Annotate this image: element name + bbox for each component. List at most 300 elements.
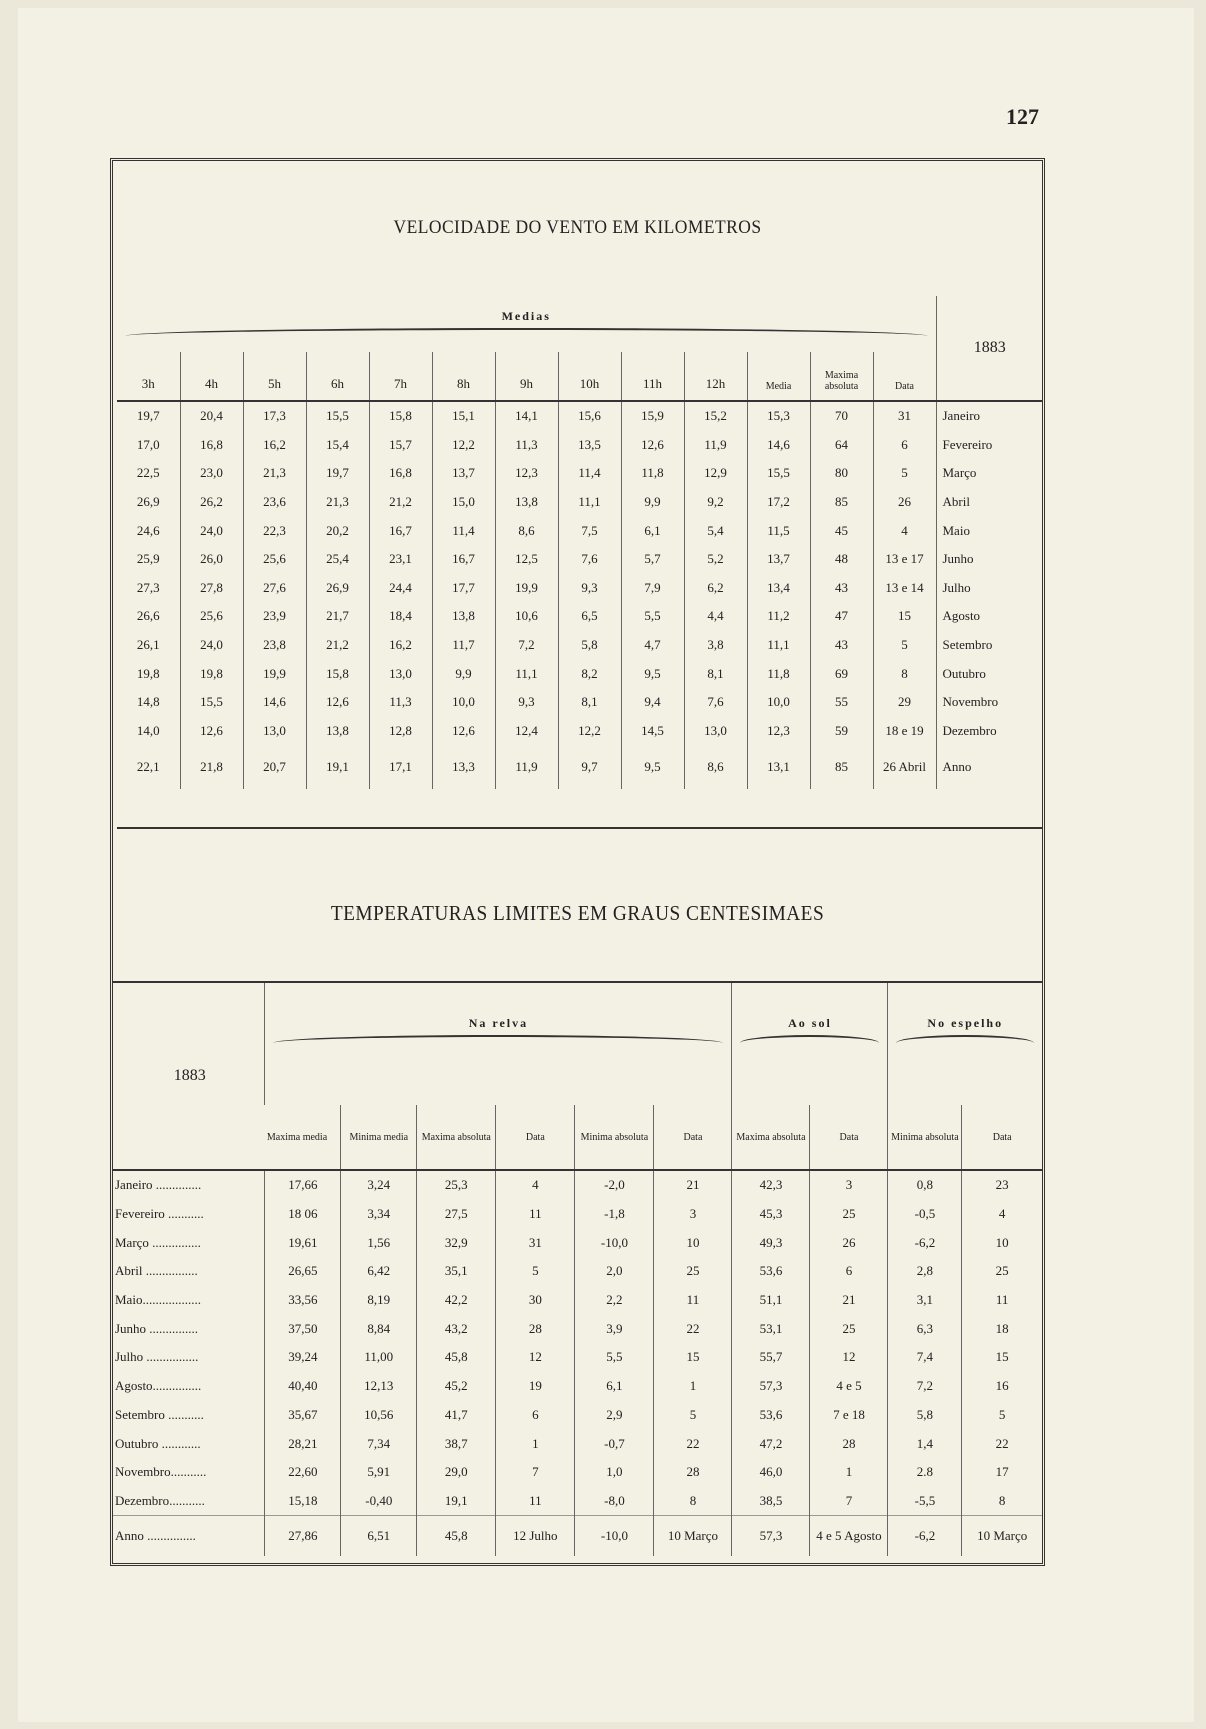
temp-month-label: Anno ...............	[115, 1528, 196, 1543]
temp-col-header: Data	[962, 1105, 1042, 1170]
wind-cell: 85	[810, 745, 873, 789]
wind-cell: 23,0	[180, 459, 243, 488]
temp-cell: 7,34	[341, 1429, 417, 1458]
wind-cell: 80	[810, 459, 873, 488]
wind-cell: 8,6	[684, 745, 747, 789]
wind-cell: 13,7	[432, 459, 495, 488]
wind-cell: 9,9	[432, 659, 495, 688]
wind-year-label: 1883	[936, 296, 1043, 401]
temp-cell: 5	[496, 1257, 575, 1286]
wind-col-header: 5h	[243, 352, 306, 401]
wind-cell: 15,9	[621, 401, 684, 431]
temp-cell: 25,3	[417, 1170, 496, 1200]
temp-cell: 6,1	[575, 1372, 654, 1401]
wind-row	[117, 659, 1043, 688]
wind-cell: 15,7	[369, 431, 432, 460]
temp-cell: 18	[962, 1314, 1042, 1343]
wind-cell: 14,6	[747, 431, 810, 460]
wind-table	[117, 296, 1043, 789]
wind-cell: 8,1	[558, 688, 621, 717]
wind-cell: 13,0	[243, 717, 306, 746]
temp-cell: 26	[810, 1228, 888, 1257]
wind-cell: 11,7	[432, 631, 495, 660]
wind-cell: 16,2	[243, 431, 306, 460]
temp-month-label: Março ...............	[115, 1234, 201, 1250]
temp-cell: 10 Março	[962, 1516, 1042, 1556]
wind-cell: 64	[810, 431, 873, 460]
temp-cell: 7	[810, 1487, 888, 1516]
temp-cell: 15,18	[265, 1487, 341, 1516]
temp-cell: 1,0	[575, 1458, 654, 1487]
wind-cell: 59	[810, 717, 873, 746]
temp-table-title: TEMPERATURAS LIMITES EM GRAUS CENTESIMAES	[330, 901, 825, 925]
temp-cell: 1,56	[341, 1228, 417, 1257]
temp-cell: -0,7	[575, 1429, 654, 1458]
temp-cell: 10	[962, 1228, 1042, 1257]
wind-row	[117, 516, 1043, 545]
temp-col-header: Data	[496, 1105, 575, 1170]
temp-cell: 2,9	[575, 1401, 654, 1430]
temp-cell: 27,86	[265, 1516, 341, 1556]
wind-cell: 43	[810, 631, 873, 660]
temp-cell: 53,6	[732, 1257, 810, 1286]
wind-cell: 17,2	[747, 488, 810, 517]
temp-cell: 4 e 5 Agosto	[810, 1516, 888, 1556]
wind-cell: 55	[810, 688, 873, 717]
wind-row	[117, 401, 1043, 431]
temp-cell: 53,1	[732, 1314, 810, 1343]
temp-cell: 8	[962, 1487, 1042, 1516]
wind-cell: 43	[810, 574, 873, 603]
wind-cell: 12,8	[369, 717, 432, 746]
wind-cell: 9,7	[558, 745, 621, 789]
temp-cell: 3,9	[575, 1314, 654, 1343]
temp-cell: 0,8	[888, 1170, 962, 1200]
wind-group-label: Medias	[501, 309, 551, 323]
temp-group-na-relva: Na relva	[265, 982, 732, 1105]
wind-cell: 10,6	[495, 602, 558, 631]
wind-cell: 11,4	[432, 516, 495, 545]
wind-cell: 5,2	[684, 545, 747, 574]
wind-cell: 12,3	[747, 717, 810, 746]
temp-row	[113, 1228, 1042, 1257]
temp-cell: 3	[654, 1200, 732, 1229]
temp-row	[113, 1372, 1042, 1401]
temp-cell: 2.8	[888, 1458, 962, 1487]
temp-cell: 28,21	[265, 1429, 341, 1458]
temp-cell: 25	[654, 1257, 732, 1286]
wind-cell: 15,5	[747, 459, 810, 488]
temp-cell: 12	[810, 1343, 888, 1372]
temp-cell: 23	[962, 1170, 1042, 1200]
temp-cell: 5,8	[888, 1401, 962, 1430]
wind-cell: 21,7	[306, 602, 369, 631]
wind-cell: 10,0	[747, 688, 810, 717]
temp-cell: 53,6	[732, 1401, 810, 1430]
temp-cell: 41,7	[417, 1401, 496, 1430]
temp-cell: 43,2	[417, 1314, 496, 1343]
temp-month-label: Novembro...........	[115, 1464, 207, 1480]
temp-cell: 39,24	[265, 1343, 341, 1372]
temp-cell: 21	[810, 1286, 888, 1315]
temp-cell: 19	[496, 1372, 575, 1401]
wind-cell: 10,0	[432, 688, 495, 717]
temp-cell: 18 06	[265, 1200, 341, 1229]
temp-cell: 33,56	[265, 1286, 341, 1315]
wind-cell: 23,6	[243, 488, 306, 517]
temp-month-label: Agosto...............	[115, 1378, 202, 1394]
wind-cell: 8	[873, 659, 936, 688]
wind-cell: 16,8	[369, 459, 432, 488]
wind-cell: 20,2	[306, 516, 369, 545]
temp-col-header: Maxima absoluta	[732, 1105, 810, 1170]
temp-row	[113, 1343, 1042, 1372]
temp-cell: 12 Julho	[496, 1516, 575, 1556]
temp-cell: 6,51	[341, 1516, 417, 1556]
temp-cell: 4	[496, 1170, 575, 1200]
tables-frame	[110, 158, 1045, 1566]
wind-cell: 14,6	[243, 688, 306, 717]
wind-cell: 12,3	[495, 459, 558, 488]
wind-cell: 13,4	[747, 574, 810, 603]
wind-cell: 21,2	[369, 488, 432, 517]
wind-cell: 11,3	[495, 431, 558, 460]
temp-cell: 15	[962, 1343, 1042, 1372]
wind-cell: 9,4	[621, 688, 684, 717]
wind-cell: 9,9	[621, 488, 684, 517]
wind-cell: 13,3	[432, 745, 495, 789]
wind-row	[117, 574, 1043, 603]
wind-cell: 85	[810, 488, 873, 517]
wind-cell: 4,4	[684, 602, 747, 631]
wind-cell: 14,0	[136, 722, 160, 738]
wind-cell: 5,4	[684, 516, 747, 545]
temp-cell: 16	[962, 1372, 1042, 1401]
temp-cell: 45,8	[417, 1516, 496, 1556]
wind-cell: 13,1	[747, 745, 810, 789]
wind-cell: 26	[873, 488, 936, 517]
temp-cell: 10 Março	[654, 1516, 732, 1556]
wind-cell: 11,1	[495, 659, 558, 688]
wind-cell: 22,1	[136, 759, 160, 775]
wind-cell: 25,4	[306, 545, 369, 574]
wind-row	[117, 545, 1043, 574]
temp-cell: 45,8	[417, 1343, 496, 1372]
wind-row	[117, 459, 1043, 488]
wind-column-headers	[117, 352, 1043, 401]
temp-row	[113, 1286, 1042, 1315]
wind-cell: 9,3	[558, 574, 621, 603]
wind-cell: 15	[873, 602, 936, 631]
temp-cell: 26,65	[265, 1257, 341, 1286]
temp-cell: 8,84	[341, 1314, 417, 1343]
temp-row	[113, 1401, 1042, 1430]
temp-cell: 11	[962, 1286, 1042, 1315]
wind-cell: 3,8	[684, 631, 747, 660]
wind-cell: 11,3	[369, 688, 432, 717]
wind-month-label: Maio	[936, 516, 1043, 545]
temp-cell: 21	[654, 1170, 732, 1200]
temp-month-label: Outubro ............	[115, 1435, 201, 1451]
temp-cell: -10,0	[575, 1516, 654, 1556]
wind-cell: 9,5	[621, 745, 684, 789]
wind-cell: 70	[810, 401, 873, 431]
temp-cell: 4 e 5	[810, 1372, 888, 1401]
temp-row	[113, 1429, 1042, 1458]
temp-row	[113, 1458, 1042, 1487]
temp-cell: 37,50	[265, 1314, 341, 1343]
temp-cell: -10,0	[575, 1228, 654, 1257]
wind-cell: 11,2	[747, 602, 810, 631]
temp-row	[113, 1200, 1042, 1229]
wind-cell: 11,4	[558, 459, 621, 488]
wind-cell: 11,1	[558, 488, 621, 517]
temp-cell: 3,34	[341, 1200, 417, 1229]
temp-cell: -0,5	[888, 1200, 962, 1229]
wind-cell: 26,1	[136, 637, 160, 653]
temp-body	[113, 1170, 1042, 1556]
temp-cell: 10	[654, 1228, 732, 1257]
wind-cell: 19,9	[495, 574, 558, 603]
wind-month-label: Setembro	[936, 631, 1043, 660]
wind-cell: 16,7	[369, 516, 432, 545]
wind-cell: 15,8	[306, 659, 369, 688]
wind-cell: 5,5	[621, 602, 684, 631]
temp-cell: 28	[654, 1458, 732, 1487]
wind-cell: 12,6	[306, 688, 369, 717]
wind-col-header: 3h	[141, 376, 155, 391]
temp-cell: 47,2	[732, 1429, 810, 1458]
temp-cell: 12	[496, 1343, 575, 1372]
temp-month-label: Abril ................	[115, 1263, 198, 1279]
wind-col-header: 9h	[495, 352, 558, 401]
temp-cell: 7,4	[888, 1343, 962, 1372]
temp-cell: 28	[810, 1429, 888, 1458]
temp-cell: 25	[962, 1257, 1042, 1286]
temp-cell: 3	[810, 1170, 888, 1200]
wind-cell: 13,8	[306, 717, 369, 746]
temp-cell: 7,2	[888, 1372, 962, 1401]
temp-cell: 2,0	[575, 1257, 654, 1286]
wind-body	[117, 401, 1043, 789]
temp-cell: 38,5	[732, 1487, 810, 1516]
wind-cell: 26,2	[180, 488, 243, 517]
temp-col-header: Maxima absoluta	[417, 1105, 496, 1170]
temp-month-label: Fevereiro ...........	[115, 1206, 204, 1222]
wind-cell: 9,3	[495, 688, 558, 717]
wind-month-label: Anno	[936, 745, 1043, 789]
wind-cell: 9,2	[684, 488, 747, 517]
wind-row	[117, 631, 1043, 660]
wind-cell: 11,8	[747, 659, 810, 688]
temp-cell: 31	[496, 1228, 575, 1257]
wind-cell: 18 e 19	[873, 717, 936, 746]
wind-month-label: Dezembro	[936, 717, 1043, 746]
temp-row	[113, 1257, 1042, 1286]
temp-cell: 11	[496, 1487, 575, 1516]
wind-cell: 13 e 17	[873, 545, 936, 574]
wind-cell: 27,3	[136, 579, 160, 595]
wind-cell: 18,4	[369, 602, 432, 631]
temp-cell: 8,19	[341, 1286, 417, 1315]
temp-cell: 22	[654, 1314, 732, 1343]
wind-col-header: 7h	[369, 352, 432, 401]
wind-cell: 6,1	[621, 516, 684, 545]
wind-cell: 23,1	[369, 545, 432, 574]
wind-row	[117, 745, 1043, 789]
page-number: 127	[1006, 104, 1039, 129]
wind-cell: 4	[873, 516, 936, 545]
temp-cell: 1	[496, 1429, 575, 1458]
wind-month-label: Outubro	[936, 659, 1043, 688]
wind-cell: 11,5	[747, 516, 810, 545]
wind-cell: 25,6	[243, 545, 306, 574]
wind-cell: 20,7	[243, 745, 306, 789]
temp-cell: 5,5	[575, 1343, 654, 1372]
temp-cell: -6,2	[888, 1228, 962, 1257]
temp-cell: 19,1	[417, 1487, 496, 1516]
wind-cell: 19,1	[306, 745, 369, 789]
wind-cell: 7,5	[558, 516, 621, 545]
temp-month-label: Dezembro...........	[115, 1492, 205, 1508]
temp-month-label: Setembro ...........	[115, 1406, 204, 1422]
temp-cell: 7	[496, 1458, 575, 1487]
wind-cell: 7,6	[684, 688, 747, 717]
temp-cell: 4	[962, 1200, 1042, 1229]
temp-cell: 42,3	[732, 1170, 810, 1200]
wind-col-header: 8h	[432, 352, 495, 401]
wind-cell: 31	[873, 401, 936, 431]
wind-cell: 15,5	[180, 688, 243, 717]
temp-cell: -6,2	[888, 1516, 962, 1556]
wind-row	[117, 717, 1043, 746]
wind-cell: 15,3	[747, 401, 810, 431]
wind-cell: 16,2	[369, 631, 432, 660]
temp-cell: 19,61	[265, 1228, 341, 1257]
wind-cell: 12,9	[684, 459, 747, 488]
wind-cell: 19,8	[180, 659, 243, 688]
wind-row	[117, 688, 1043, 717]
wind-cell: 5	[873, 631, 936, 660]
wind-cell: 24,0	[180, 631, 243, 660]
wind-cell: 19,8	[136, 665, 160, 681]
wind-cell: 12,5	[495, 545, 558, 574]
temp-cell: 8	[654, 1487, 732, 1516]
document-page	[18, 8, 1194, 1722]
wind-cell: 27,8	[180, 574, 243, 603]
temp-table	[113, 981, 1042, 1556]
temp-cell: 45,2	[417, 1372, 496, 1401]
temp-cell: 55,7	[732, 1343, 810, 1372]
wind-month-label: Março	[936, 459, 1043, 488]
wind-cell: 13 e 14	[873, 574, 936, 603]
wind-cell: 11,9	[684, 431, 747, 460]
wind-cell: 12,4	[495, 717, 558, 746]
wind-cell: 19,7	[136, 408, 160, 424]
wind-cell: 26,9	[136, 494, 160, 510]
temp-cell: 57,3	[732, 1516, 810, 1556]
temp-cell: 38,7	[417, 1429, 496, 1458]
temp-cell: 17	[962, 1458, 1042, 1487]
wind-cell: 47	[810, 602, 873, 631]
wind-cell: 19,9	[243, 659, 306, 688]
wind-cell: 16,7	[432, 545, 495, 574]
temp-cell: 28	[496, 1314, 575, 1343]
wind-cell: 8,6	[495, 516, 558, 545]
wind-cell: 13,7	[747, 545, 810, 574]
wind-col-header: Maxima absoluta	[810, 352, 873, 401]
wind-cell: 5,7	[621, 545, 684, 574]
temp-month-label: Junho ...............	[115, 1320, 199, 1336]
wind-cell: 9,5	[621, 659, 684, 688]
wind-table-title: VELOCIDADE DO VENTO EM KILOMETROS	[393, 217, 762, 238]
temp-cell: 25	[810, 1314, 888, 1343]
wind-cell: 7,2	[495, 631, 558, 660]
temp-cell: 10,56	[341, 1401, 417, 1430]
wind-col-header: 11h	[621, 352, 684, 401]
wind-cell: 19,7	[306, 459, 369, 488]
wind-cell: 11,8	[621, 459, 684, 488]
wind-row	[117, 431, 1043, 460]
temp-cell: 11,00	[341, 1343, 417, 1372]
wind-cell: 13,0	[684, 717, 747, 746]
wind-group-brace	[125, 328, 928, 336]
temp-cell: 57,3	[732, 1372, 810, 1401]
wind-cell: 6,5	[558, 602, 621, 631]
temp-col-header: Data	[810, 1105, 888, 1170]
wind-col-header: Media	[747, 352, 810, 401]
temp-cell: 29,0	[417, 1458, 496, 1487]
wind-cell: 26,9	[306, 574, 369, 603]
temp-cell: -0,40	[341, 1487, 417, 1516]
wind-cell: 22,5	[136, 465, 160, 481]
temp-cell: 22	[654, 1429, 732, 1458]
temp-cell: 5,91	[341, 1458, 417, 1487]
wind-cell: 12,2	[558, 717, 621, 746]
temp-row	[113, 1170, 1042, 1200]
temp-cell: 3,1	[888, 1286, 962, 1315]
wind-cell: 15,6	[558, 401, 621, 431]
wind-cell: 17,3	[243, 401, 306, 431]
wind-cell: 6,2	[684, 574, 747, 603]
temp-cell: 2,2	[575, 1286, 654, 1315]
wind-cell: 26,6	[136, 608, 160, 624]
temp-cell: 12,13	[341, 1372, 417, 1401]
temp-cell: -5,5	[888, 1487, 962, 1516]
temp-cell: 3,24	[341, 1170, 417, 1200]
wind-month-label: Abril	[936, 488, 1043, 517]
wind-cell: 15,2	[684, 401, 747, 431]
wind-cell: 12,6	[180, 717, 243, 746]
temp-cell: 11	[496, 1200, 575, 1229]
temp-cell: 25	[810, 1200, 888, 1229]
wind-row	[117, 602, 1043, 631]
wind-cell: 17,1	[369, 745, 432, 789]
wind-cell: 8,1	[684, 659, 747, 688]
wind-cell: 45	[810, 516, 873, 545]
wind-cell: 22,3	[243, 516, 306, 545]
wind-cell: 16,8	[180, 431, 243, 460]
wind-cell: 26 Abril	[873, 745, 936, 789]
temp-col-header: Maxima media	[266, 1131, 328, 1143]
wind-cell: 11,1	[747, 631, 810, 660]
wind-col-header: 10h	[558, 352, 621, 401]
wind-col-header: 12h	[684, 352, 747, 401]
temp-cell: 17,66	[265, 1170, 341, 1200]
wind-month-label: Agosto	[936, 602, 1043, 631]
wind-cell: 24,4	[369, 574, 432, 603]
wind-col-header: Data	[873, 352, 936, 401]
